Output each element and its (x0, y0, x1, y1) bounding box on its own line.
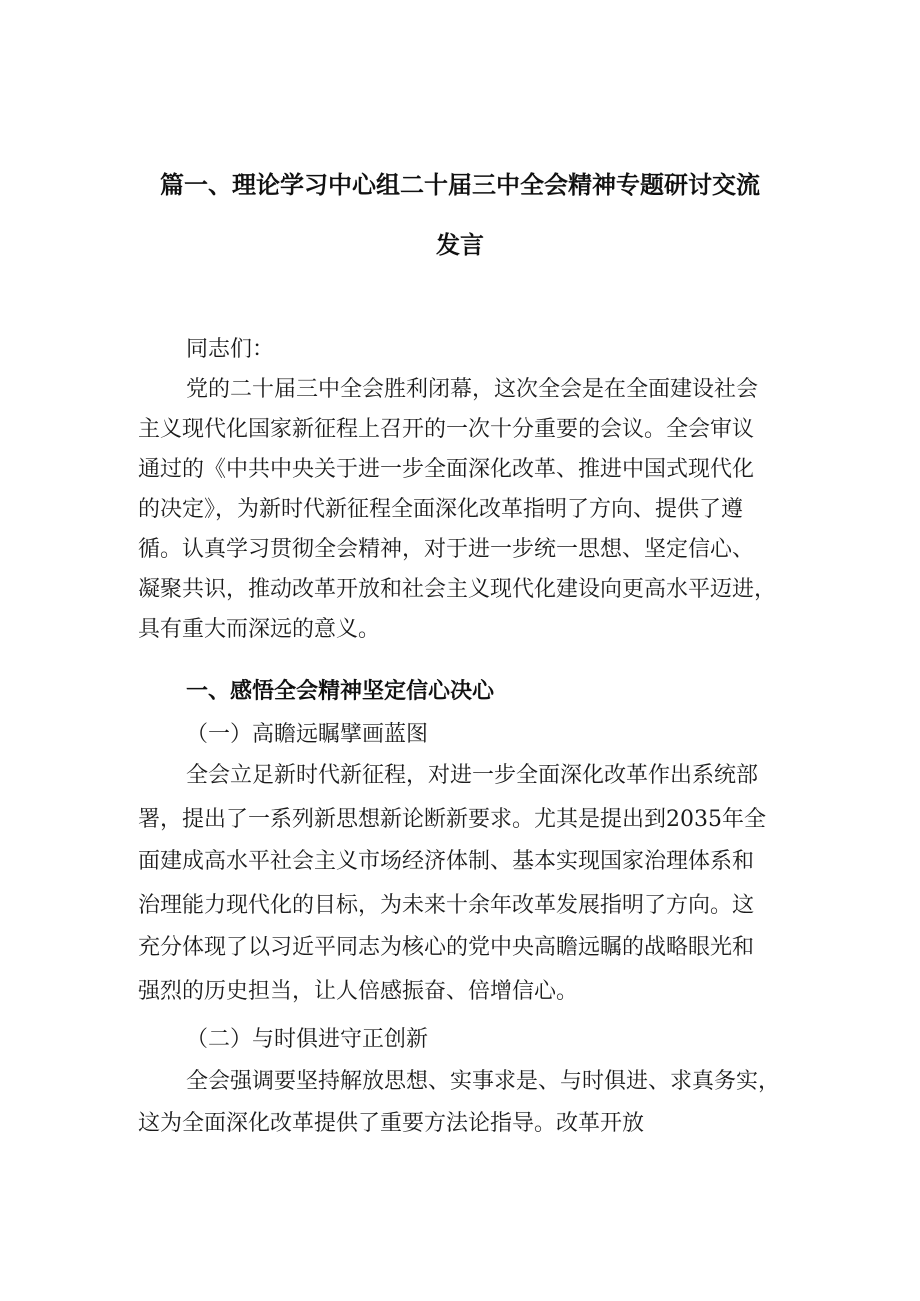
salutation: 同志们： (186, 337, 275, 362)
paragraph-2-line-2: 署，提出了一系列新思想新论断新要求。尤其是提出到2035年全 (138, 807, 766, 832)
paragraph-3-line-2: 这为全面深化改革提供了重要方法论指导。改革开放 (138, 1111, 645, 1136)
document-title-line2: 发言 (436, 231, 484, 259)
section-heading-1: 一、感悟全会精神坚定信心决心 (186, 679, 495, 704)
subsection-heading-1: （一）高瞻远瞩擘画蓝图 (186, 722, 429, 747)
paragraph-2-line-3: 面建成高水平社会主义市场经济体制、基本实现国家治理体系和 (138, 849, 755, 874)
paragraph-1-line-7: 具有重大而深远的意义。 (138, 617, 381, 642)
paragraph-2-line-5: 充分体现了以习近平同志为核心的党中央高瞻远瞩的战略眼光和 (138, 935, 755, 960)
paragraph-2-line-4: 治理能力现代化的目标，为未来十余年改革发展指明了方向。这 (138, 893, 755, 918)
paragraph-2-line-1: 全会立足新时代新征程，对进一步全面深化改革作出系统部 (186, 763, 759, 788)
paragraph-1-line-1: 党的二十届三中全会胜利闭幕，这次全会是在全面建设社会 (186, 377, 759, 402)
paragraph-2-line-6: 强烈的历史担当，让人倍感振奋、倍增信心。 (138, 979, 579, 1004)
subsection-heading-2: （二）与时俱进守正创新 (186, 1027, 429, 1052)
paragraph-1-line-2: 主义现代化国家新征程上召开的一次十分重要的会议。全会审议 (138, 417, 755, 442)
document-title-line1: 篇一、理论学习中心组二十届三中全会精神专题研讨交流 (160, 171, 760, 199)
paragraph-1-line-4: 的决定》，为新时代新征程全面深化改革指明了方向、提供了遵 (138, 497, 744, 522)
paragraph-1-line-5: 循。认真学习贯彻全会精神，对于进一步统一思想、坚定信心、 (138, 537, 755, 562)
paragraph-1-line-6: 凝聚共识，推动改革开放和社会主义现代化建设向更高水平迈进， (138, 577, 777, 602)
paragraph-1-line-3: 通过的《中共中央关于进一步全面深化改革、推进中国式现代化 (138, 457, 755, 482)
paragraph-3-line-1: 全会强调要坚持解放思想、实事求是、与时俱进、求真务实， (186, 1069, 781, 1094)
